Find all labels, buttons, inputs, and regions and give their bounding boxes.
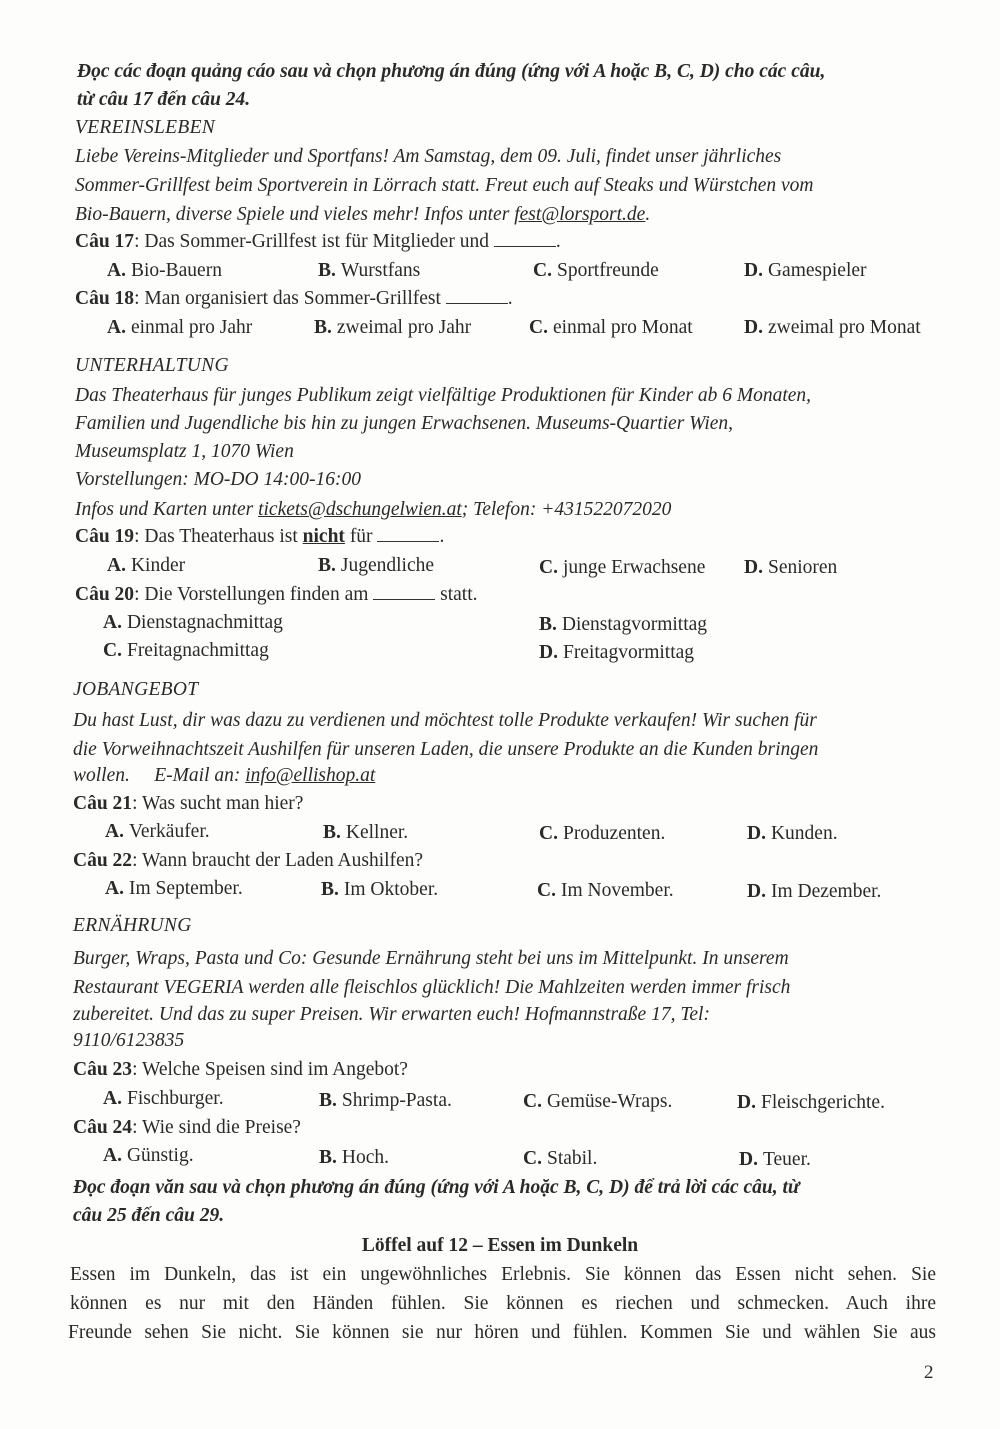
- option-a[interactable]: [105, 819, 210, 845]
- option-c[interactable]: [537, 878, 674, 904]
- option-text: Stabil.: [546, 1148, 598, 1169]
- answer-blank: [377, 526, 439, 542]
- option-text: Jugendliche: [340, 555, 435, 576]
- option-letter: B.: [539, 614, 557, 635]
- question-label: Câu 17: [75, 231, 135, 252]
- question-text: für: [344, 526, 378, 547]
- email-link[interactable]: fest@lorsport.de: [514, 204, 646, 225]
- option-letter: A.: [103, 612, 122, 633]
- question-label: Câu 18: [75, 288, 135, 309]
- ad-text: Sommer-Grillfest beim Sportverein in Lörrach statt. Freut euch auf Steaks und Würstchen vom: [75, 175, 814, 196]
- option-letter: A.: [103, 1145, 122, 1166]
- question-21: [73, 791, 303, 817]
- option-text: junge Erwachsene: [562, 557, 706, 578]
- ad-text: die Vorweihnachtszeit Aushilfen für unseren Laden, die unsere Produkte an die Kunden bringen: [73, 739, 819, 760]
- option-letter: C.: [103, 640, 122, 661]
- option-a[interactable]: [105, 876, 243, 902]
- question-end: statt.: [435, 584, 478, 605]
- option-text: Fleischgerichte.: [760, 1092, 885, 1113]
- option-letter: D.: [744, 317, 763, 338]
- option-text: Dienstagnachmittag: [126, 612, 283, 633]
- option-letter: C.: [539, 557, 558, 578]
- emphasis-word: nicht: [302, 526, 345, 547]
- option-letter: C.: [523, 1091, 542, 1112]
- answer-blank: [494, 231, 556, 247]
- option-letter: D.: [747, 881, 766, 902]
- question-text: : Die Vorstellungen finden am: [134, 584, 374, 605]
- ad-text: Du hast Lust, dir was dazu zu verdienen und möchtest tolle Produkte verkaufen! Wir suchen für: [73, 710, 817, 731]
- answer-blank: [373, 584, 435, 600]
- option-text: Im Dezember.: [770, 881, 882, 902]
- passage-line: können es nur mit den Händen fühlen. Sie können es riechen und schmecken. Auch ihre: [70, 1293, 936, 1314]
- option-d[interactable]: [744, 555, 837, 581]
- page-number: 2: [924, 1362, 934, 1383]
- option-text: Kunden.: [770, 823, 838, 844]
- option-text: einmal pro Jahr: [130, 317, 253, 338]
- option-c[interactable]: [103, 638, 269, 664]
- option-text: Gemüse-Wraps.: [546, 1091, 673, 1112]
- question-24: [73, 1115, 301, 1141]
- option-letter: A.: [107, 260, 126, 281]
- question-20: [75, 582, 478, 608]
- email-link[interactable]: info@ellishop.at: [245, 765, 376, 786]
- question-text: : Das Theaterhaus ist: [134, 526, 303, 547]
- option-text: Bio-Bauern: [130, 260, 222, 281]
- option-b[interactable]: [323, 820, 408, 846]
- question-text: : Was sucht man hier?: [132, 793, 304, 814]
- option-b[interactable]: [321, 877, 438, 903]
- option-b[interactable]: [314, 315, 471, 341]
- question-text: : Wann braucht der Laden Aushilfen?: [132, 850, 424, 871]
- option-text: Kinder: [130, 555, 186, 576]
- option-letter: C.: [537, 880, 556, 901]
- option-b[interactable]: [318, 553, 434, 579]
- question-22: [73, 848, 423, 874]
- question-label: Câu 20: [75, 584, 135, 605]
- option-text: Günstig.: [126, 1145, 194, 1166]
- option-c[interactable]: [539, 821, 665, 847]
- option-text: Hoch.: [341, 1147, 390, 1168]
- option-b[interactable]: [319, 1145, 389, 1171]
- instruction-line-2: từ câu 17 đến câu 24.: [77, 89, 251, 110]
- ad-text: Familien und Jugendliche bis hin zu jungen Erwachsenen. Museums-Quartier Wien,: [75, 413, 734, 434]
- option-text: Freitagnachmittag: [126, 640, 269, 661]
- option-letter: B.: [314, 317, 332, 338]
- ad-text: [73, 763, 375, 789]
- ad-text-part: .: [645, 204, 651, 225]
- option-letter: C.: [539, 823, 558, 844]
- question-23: [73, 1057, 408, 1083]
- option-text: Gamespieler: [767, 260, 867, 281]
- question-text: : Welche Speisen sind im Angebot?: [132, 1059, 408, 1080]
- option-letter: C.: [533, 260, 552, 281]
- option-c[interactable]: [529, 315, 693, 341]
- option-text: Verkäufer.: [128, 821, 210, 842]
- option-d[interactable]: [747, 879, 881, 905]
- option-text: zweimal pro Jahr: [336, 317, 472, 338]
- option-d[interactable]: [539, 640, 694, 666]
- option-text: Teuer.: [762, 1149, 811, 1170]
- instruction-line-1: Đọc đoạn văn sau và chọn phương án đúng (ứng với A hoặc B, C, D) để trả lời các câu, từ: [73, 1177, 800, 1198]
- option-letter: B.: [318, 555, 336, 576]
- answer-blank: [446, 288, 508, 304]
- option-text: Senioren: [767, 557, 838, 578]
- option-letter: A.: [103, 1088, 122, 1109]
- ad-text: Museumsplatz 1, 1070 Wien: [75, 441, 294, 462]
- email-link[interactable]: tickets@dschungelwien.at: [258, 499, 462, 520]
- section-heading-unterhaltung: UNTERHALTUNG: [75, 355, 229, 376]
- ad-text-part: ; Telefon: +431522072020: [461, 499, 672, 520]
- option-text: Fischburger.: [126, 1088, 224, 1109]
- option-letter: D.: [744, 260, 763, 281]
- instruction-line-1: Đọc các đoạn quảng cáo sau và chọn phương án đúng (ứng với A hoặc B, C, D) cho các câu,: [77, 61, 826, 82]
- ad-text: 9110/6123835: [73, 1030, 185, 1051]
- option-text: Im November.: [560, 880, 674, 901]
- instruction-line-2: câu 25 đến câu 29.: [73, 1205, 225, 1226]
- option-letter: D.: [737, 1092, 756, 1113]
- option-letter: D.: [744, 557, 763, 578]
- option-text: Wurstfans: [340, 260, 421, 281]
- option-letter: D.: [747, 823, 766, 844]
- option-d[interactable]: [747, 821, 838, 847]
- question-label: Câu 24: [73, 1117, 133, 1138]
- option-letter: B.: [321, 879, 339, 900]
- option-text: Freitagvormittag: [562, 642, 695, 663]
- question-text: : Man organisiert das Sommer-Grillfest: [134, 288, 446, 309]
- question-text: : Das Sommer-Grillfest ist für Mitglieder und: [134, 231, 494, 252]
- question-end: .: [439, 526, 445, 547]
- ad-text-part: Infos und Karten unter: [75, 499, 259, 520]
- option-letter: B.: [319, 1090, 337, 1111]
- option-b[interactable]: [539, 612, 707, 638]
- option-c[interactable]: [533, 258, 659, 284]
- ad-text: [75, 497, 671, 523]
- option-c[interactable]: [539, 555, 705, 581]
- option-letter: D.: [739, 1149, 758, 1170]
- option-letter: B.: [318, 260, 336, 281]
- ad-text: Vorstellungen: MO-DO 14:00-16:00: [75, 469, 361, 490]
- option-a[interactable]: [103, 1086, 224, 1112]
- question-end: .: [507, 288, 513, 309]
- section-heading-jobangebot: JOBANGEBOT: [73, 679, 199, 700]
- option-a[interactable]: [103, 1143, 194, 1169]
- option-text: einmal pro Monat: [552, 317, 693, 338]
- option-letter: A.: [105, 878, 124, 899]
- ad-text-part: wollen. E-Mail an:: [73, 765, 246, 786]
- question-19: [75, 524, 444, 550]
- option-d[interactable]: [744, 315, 921, 341]
- question-18: [75, 286, 513, 312]
- ad-text: [75, 202, 650, 228]
- option-text: Shrimp-Pasta.: [341, 1090, 452, 1111]
- option-text: Sportfreunde: [556, 260, 659, 281]
- question-text: : Wie sind die Preise?: [132, 1117, 301, 1138]
- option-d[interactable]: [744, 258, 867, 284]
- section-heading-ernaehrung: ERNÄHRUNG: [73, 915, 192, 936]
- option-letter: C.: [529, 317, 548, 338]
- option-letter: B.: [319, 1147, 337, 1168]
- question-label: Câu 23: [73, 1059, 133, 1080]
- option-letter: D.: [539, 642, 558, 663]
- question-end: .: [555, 231, 561, 252]
- option-letter: B.: [323, 822, 341, 843]
- option-text: Dienstagvormittag: [561, 614, 708, 635]
- option-text: Im Oktober.: [343, 879, 439, 900]
- passage-line: Freunde sehen Sie nicht. Sie können sie nur hören und fühlen. Kommen Sie und wählen Sie aus: [68, 1322, 936, 1343]
- ad-text: zubereitet. Und das zu super Preisen. Wir erwarten euch! Hofmannstraße 17, Tel:: [73, 1004, 710, 1025]
- question-17: [75, 229, 561, 255]
- ad-text: Burger, Wraps, Pasta und Co: Gesunde Ernährung steht bei uns im Mittelpunkt. In unserem: [73, 948, 789, 969]
- option-b[interactable]: [319, 1088, 452, 1114]
- option-text: Produzenten.: [562, 823, 666, 844]
- ad-text: Liebe Vereins-Mitglieder und Sportfans! Am Samstag, dem 09. Juli, findet unser jährliches: [75, 146, 782, 167]
- option-a[interactable]: [107, 315, 252, 341]
- section-heading-vereinsleben: VEREINSLEBEN: [75, 117, 216, 138]
- option-letter: C.: [523, 1148, 542, 1169]
- option-c[interactable]: [523, 1146, 597, 1172]
- question-label: Câu 21: [73, 793, 133, 814]
- option-d[interactable]: [739, 1147, 811, 1173]
- option-a[interactable]: [107, 553, 185, 579]
- passage-title: Löffel auf 12 – Essen im Dunkeln: [361, 1235, 639, 1256]
- option-text: Im September.: [128, 878, 243, 899]
- option-d[interactable]: [737, 1090, 885, 1116]
- option-letter: A.: [107, 555, 126, 576]
- question-label: Câu 19: [75, 526, 135, 547]
- ad-text: Restaurant VEGERIA werden alle fleischlos glücklich! Die Mahlzeiten werden immer frisch: [73, 977, 791, 998]
- ad-text: Das Theaterhaus für junges Publikum zeigt vielfältige Produktionen für Kinder ab 6 Monaten,: [75, 385, 812, 406]
- option-a[interactable]: [103, 610, 283, 636]
- option-text: Kellner.: [345, 822, 409, 843]
- option-letter: A.: [105, 821, 124, 842]
- ad-text-part: Bio-Bauern, diverse Spiele und vieles mehr! Infos unter: [75, 204, 515, 225]
- option-b[interactable]: [318, 258, 420, 284]
- option-a[interactable]: [107, 258, 222, 284]
- option-c[interactable]: [523, 1089, 672, 1115]
- option-text: zweimal pro Monat: [767, 317, 921, 338]
- question-label: Câu 22: [73, 850, 133, 871]
- option-letter: A.: [107, 317, 126, 338]
- passage-line: Essen im Dunkeln, das ist ein ungewöhnliches Erlebnis. Sie können das Essen nicht sehen. Sie: [70, 1264, 936, 1285]
